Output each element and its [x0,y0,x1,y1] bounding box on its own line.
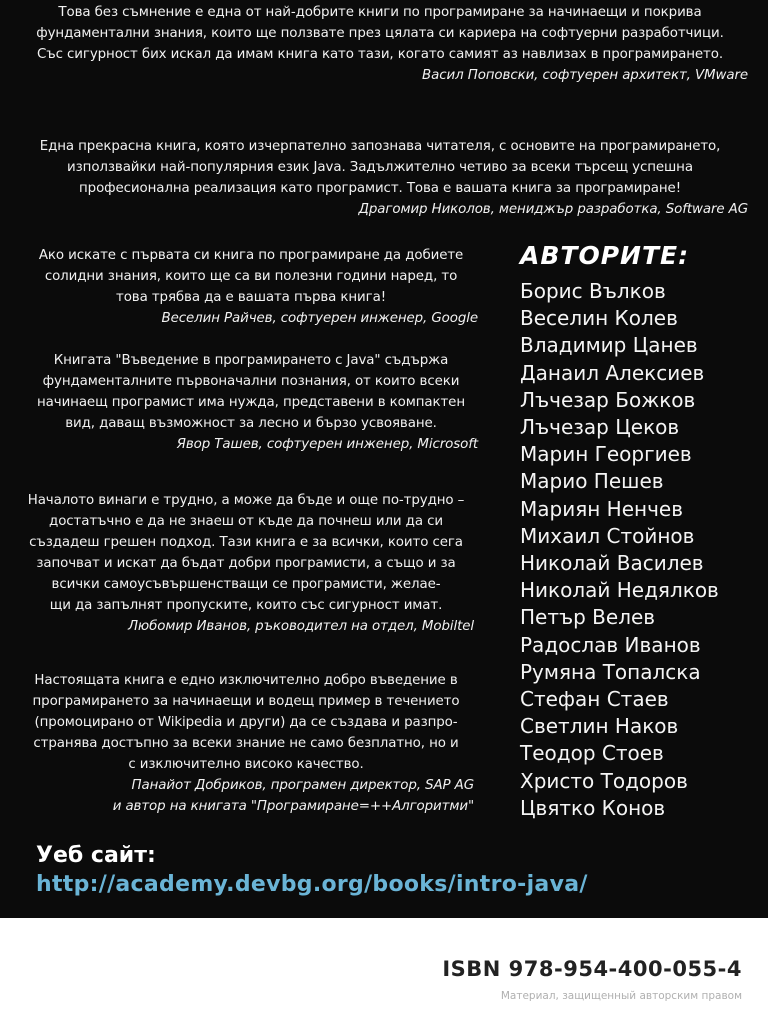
author-name: Веселин Колев [520,306,678,331]
author-name: Марио Пешев [520,469,664,494]
author-name: Христо Тодоров [520,768,688,793]
quote-line: започват и искат да бъдат добри програмисти, а също и за [36,556,456,571]
quote-2 [12,136,748,220]
quote-line: начинаещ програмист има нужда, представени в компактен [37,395,465,410]
quote-line: фундаментални знания, които ще ползвате през цялата си кариера на софтуерни разработчици. [36,26,724,41]
quote-line: Книгата "Въведение в програмирането с Java" съдържа [53,353,449,368]
authors-heading: АВТОРИТЕ: [520,241,690,270]
author-name: Румяна Топалска [520,659,701,684]
author-name: Теодор Стоев [520,741,664,766]
quote-attribution: Любомир Иванов, ръководител на отдел, Mobiltel [127,619,474,634]
quote-attribution: Веселин Райчев, софтуерен инженер, Google [161,311,478,326]
quote-line: създадеш грешен подход. Тази книга е за всички, които сега [29,535,463,550]
author-name: Петър Велев [520,605,656,630]
author-name: Марин Георгиев [520,442,692,467]
author-name: Стефан Стаев [520,687,669,712]
quote-6 [18,670,474,817]
quote-1 [12,2,748,86]
quote-4 [24,350,478,455]
quote-line: достатъчно е да не знаеш от къде да почнеш или да си [49,514,443,529]
quote-line: програмирането за начинаещи и водещ пример в течението [32,694,460,709]
quote-line: Това без съмнение е една от най-добрите книги по програмиране за начинаещи и покрива [58,5,702,20]
quote-line: солидни знания, които ще са ви полезни години наред, то [44,269,458,284]
isbn-number: ISBN 978-954-400-055-4 [442,957,742,981]
quote-line: щи да запълнят пропуските, които със сигурност имат. [49,598,443,613]
authors-list [520,241,760,822]
quote-line: с изключително високо качество. [128,757,364,772]
author-name: Цвятко Конов [520,795,666,820]
quote-line: професионална реализация като програмист. Това е вашата книга за програмиране! [79,181,681,196]
author-name: Николай Василев [520,551,704,576]
quote-attribution: Явор Ташев, софтуерен инженер, Microsoft [176,437,478,452]
quote-attribution: Драгомир Николов, мениджър разработка, Software AG [358,202,748,217]
author-name: Михаил Стойнов [520,523,695,548]
website-block [36,843,588,897]
quote-line: всички самоусъвършенстващи се програмисти, желае- [51,577,441,592]
quote-line: използвайки най-популярния език Java. Задължително четиво за всеки търсещ успешна [67,160,693,175]
author-name: Лъчезар Божков [520,387,696,412]
quote-line: това трябва да е вашата първа книга! [116,290,386,305]
quote-line: Настоящата книга е едно изключително добро въведение в [34,673,458,688]
quote-line: вид, даващ възможност за лесно и бързо усвояване. [65,416,437,431]
author-name: Владимир Цанев [520,333,698,358]
website-label: Уеб сайт: [36,843,156,868]
quote-attribution: Панайот Добриков, програмен директор, SAP AG [131,778,474,793]
author-name: Борис Вълков [520,279,666,303]
author-name: Светлин Наков [520,714,679,739]
quote-attribution: и автор на книгата "Програмиране=++Алгоритми" [112,799,474,814]
quote-3 [24,245,478,329]
quote-attribution: Васил Поповски, софтуерен архитект, VMware [422,68,748,83]
quote-line: Със сигурност бих искал да имам книга като тази, когато самият аз навлизах в програмирането. [36,47,723,62]
quote-line: Началото винаги е трудно, а може да бъде и още по-трудно – [27,493,465,508]
copyright-watermark: Материал, защищенный авторским правом [500,990,742,1002]
author-name: Радослав Иванов [520,632,701,657]
quote-line: Една прекрасна книга, която изчерпателно запознава читателя, с основите на програмирането, [39,139,721,154]
website-link[interactable]: http://academy.devbg.org/books/intro-java/ [36,872,588,897]
quote-line: (промоцирано от Wikipedia и други) да се създава и разпро- [34,715,458,730]
quote-5 [18,490,474,637]
author-name: Мариян Ненчев [520,496,683,521]
author-name: Данаил Алексиев [520,360,705,385]
author-name: Лъчезар Цеков [520,415,680,440]
quote-line: Ако искате с първата си книга по програмиране да добиете [38,248,464,263]
quote-line: фундаменталните първоначални познания, от които всеки [42,374,460,389]
quote-line: странява достъпно за всеки знание не само безплатно, но и [33,736,459,751]
author-name: Николай Недялков [520,578,719,603]
